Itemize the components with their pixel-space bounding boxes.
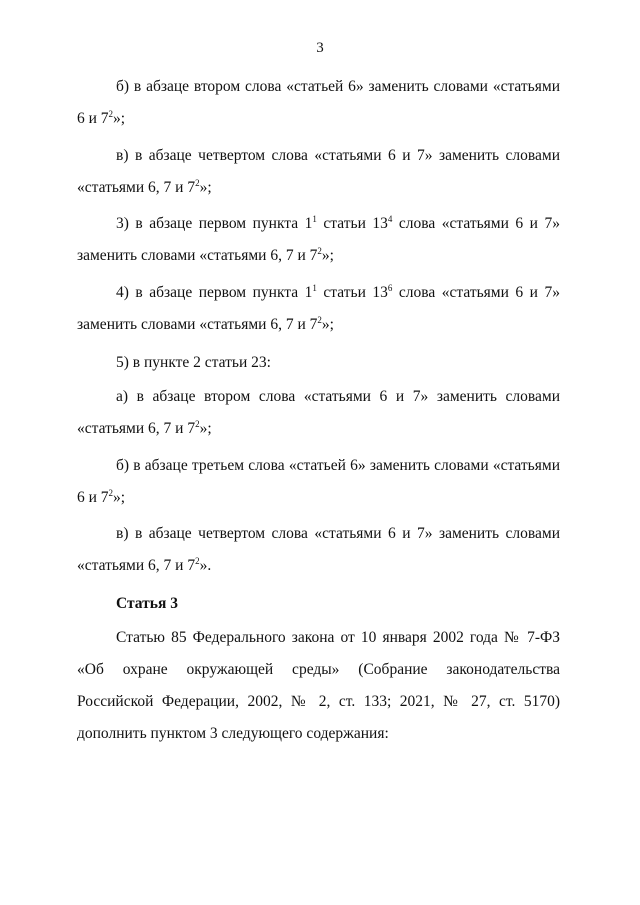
item-v1-paragraph: [77, 140, 560, 204]
item-4-text-b: статьи 13: [316, 284, 388, 301]
item-b2-superscript: 2: [108, 488, 114, 498]
item-4-sup-a: 1: [312, 283, 317, 293]
item-a-paragraph: [77, 381, 560, 445]
item-b2-paragraph: [77, 450, 560, 514]
item-v1-text: в) в абзаце четвертом слова «статьями 6 и 7» заменить словами «статьями 6, 7 и 7: [77, 147, 560, 196]
item-b-paragraph: [77, 71, 560, 135]
item-a-superscript: 2: [195, 419, 200, 429]
item-b-superscript: 2: [108, 109, 114, 119]
item-3-text-c: слова «статьями 6 и 7» заменить словами «статьями 6, 7 и 7: [77, 215, 560, 264]
item-4-sup-b: 6: [387, 283, 393, 293]
item-v2-superscript: 2: [195, 556, 200, 566]
item-v2-tail: ».: [199, 557, 212, 574]
item-a-text: а) в абзаце втором слова «статьями 6 и 7» заменить словами «статьями 6, 7 и 7: [77, 388, 560, 437]
item-3-text-b: статьи 13: [316, 215, 388, 232]
item-4-paragraph: [77, 277, 560, 341]
item-5-paragraph: [77, 347, 560, 379]
item-b-tail: »;: [113, 110, 126, 127]
item-3-sup-c: 2: [317, 246, 322, 256]
item-3-sup-b: 4: [387, 214, 393, 224]
item-4-text-c: слова «статьями 6 и 7» заменить словами «статьями 6, 7 и 7: [77, 284, 560, 333]
item-3-sup-a: 1: [312, 214, 317, 224]
item-4-text-a: 4) в абзаце первом пункта 1: [116, 284, 313, 301]
item-4-tail: »;: [321, 316, 334, 333]
item-v2-text: в) в абзаце четвертом слова «статьями 6 и 7» заменить словами «статьями 6, 7 и 7: [77, 525, 560, 574]
item-4-sup-c: 2: [317, 315, 322, 325]
item-3-paragraph: [77, 208, 560, 272]
page-number: 3: [316, 40, 324, 56]
item-b2-tail: »;: [113, 489, 126, 506]
item-v1-superscript: 2: [195, 178, 200, 188]
item-a-tail: »;: [199, 420, 212, 437]
item-5-text: 5) в пункте 2 статьи 23:: [116, 354, 271, 371]
item-3-tail: »;: [321, 247, 334, 264]
item-b2-text: б) в абзаце третьем слова «статьей 6» заменить словами «статьями 6 и 7: [77, 457, 560, 506]
article-3-heading: Статья 3: [116, 595, 178, 612]
item-v2-paragraph: [77, 518, 560, 582]
item-v1-tail: »;: [199, 179, 212, 196]
article-3-text: Статью 85 Федерального закона от 10 января 2002 года № 7-ФЗ «Об охране окружающей среды» (Собрание законодательства Российской Федерации, 2002, № 2, ст. 133; 2021, № 27, ст. 5170) дополнить пунктом 3 следующего содержания:: [77, 629, 560, 742]
item-3-text-a: 3) в абзаце первом пункта 1: [116, 215, 313, 232]
item-b-text: б) в абзаце втором слова «статьей 6» заменить словами «статьями 6 и 7: [77, 78, 560, 127]
